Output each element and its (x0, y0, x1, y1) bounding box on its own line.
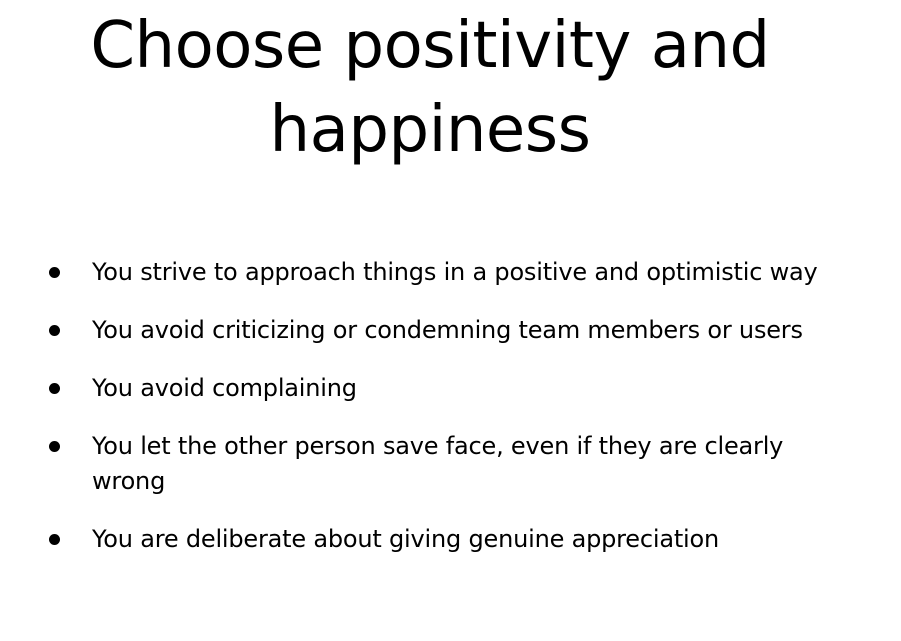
bullet-dot-icon (49, 325, 60, 336)
bullet-item (0, 371, 901, 406)
bullet-item (0, 429, 901, 499)
bullet-list (0, 255, 901, 580)
bullet-text: You are deliberate about giving genuine appreciation (92, 525, 719, 553)
bullet-dot-icon (49, 534, 60, 545)
bullet-text: You let the other person save face, even if they are clearly wrong (92, 432, 784, 495)
bullet-text: You strive to approach things in a positive and optimistic way (92, 258, 818, 286)
bullet-dot-icon (49, 383, 60, 394)
bullet-dot-icon (49, 441, 60, 452)
bullet-item (0, 522, 901, 557)
bullet-dot-icon (49, 267, 60, 278)
bullet-text: You avoid criticizing or condemning team members or users (92, 316, 803, 344)
bullet-item (0, 255, 901, 290)
bullet-item (0, 313, 901, 348)
slide-title: Choose positivity and happiness (90, 9, 770, 167)
bullet-text: You avoid complaining (92, 374, 357, 402)
